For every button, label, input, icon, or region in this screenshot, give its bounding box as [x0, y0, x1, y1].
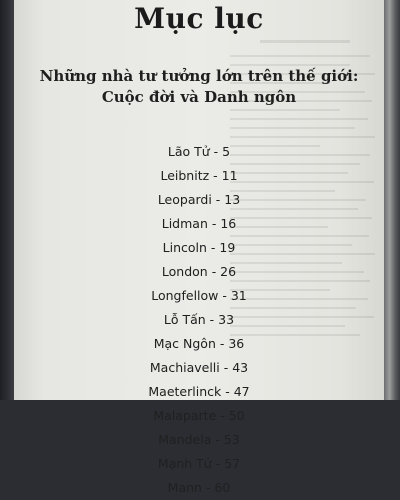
- toc-entry: Lincoln - 19: [162, 240, 236, 255]
- book-subtitle: [14, 66, 384, 108]
- book-page: [14, 0, 384, 495]
- toc-entry: Machiavelli - 43: [149, 360, 249, 375]
- book-left-edge: [0, 0, 14, 400]
- subtitle-line-1: Những nhà tư tưởng lớn trên thế giới:: [39, 67, 359, 85]
- table-of-contents: [14, 140, 384, 500]
- toc-entry: Lão Tử - 5: [167, 144, 231, 159]
- toc-entry: Malaparte - 50: [153, 408, 245, 423]
- toc-entry: Leopardi - 13: [157, 192, 241, 207]
- toc-entry: London - 26: [161, 264, 237, 279]
- toc-entry: Lidman - 16: [161, 216, 237, 231]
- subtitle-line-2: Cuộc đời và Danh ngôn: [101, 88, 297, 106]
- toc-entry: Mandela - 53: [158, 432, 240, 447]
- book-page-stack-edge: [384, 0, 400, 400]
- toc-entry: Mann - 60: [167, 480, 231, 495]
- toc-entry: Maeterlinck - 47: [148, 384, 250, 399]
- toc-entry: Mạnh Tử - 57: [157, 456, 241, 471]
- toc-entry: Mạc Ngôn - 36: [153, 336, 245, 351]
- toc-entry: Lỗ Tấn - 33: [163, 312, 235, 327]
- page-title: Mục lục: [134, 2, 264, 35]
- toc-entry: Leibnitz - 11: [160, 168, 238, 183]
- toc-entry: Longfellow - 31: [151, 288, 247, 303]
